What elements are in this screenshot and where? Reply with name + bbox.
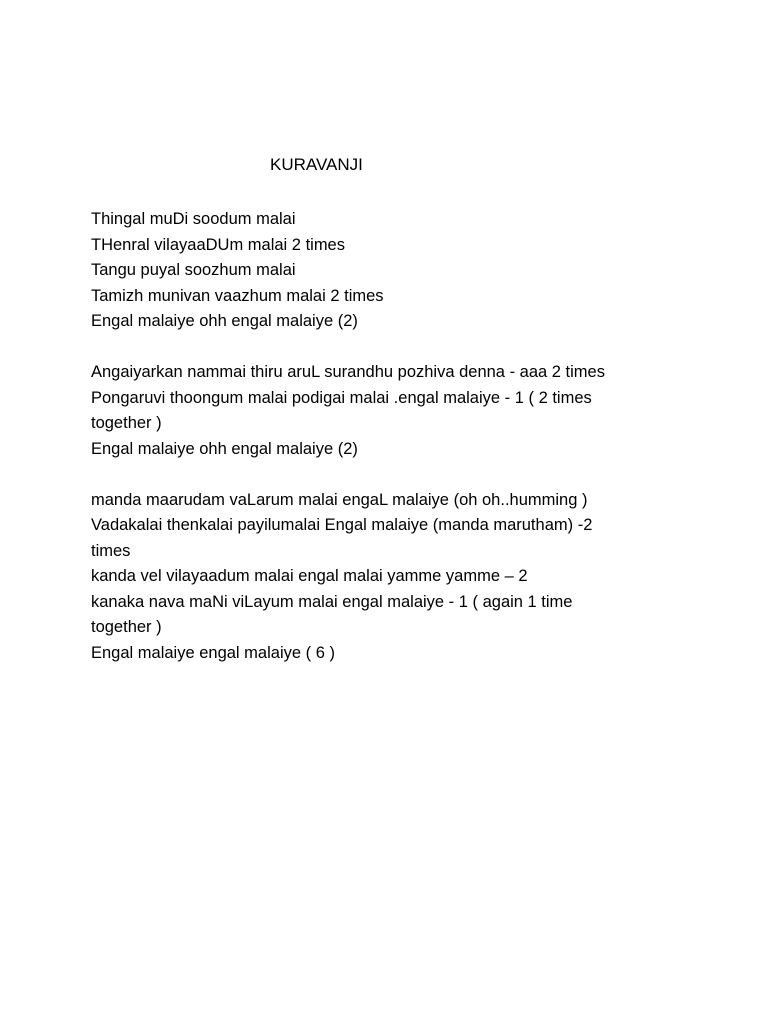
stanza-2 [91, 360, 691, 462]
lyric-line: Vadakalai thenkalai payilumalai Engal malaiye (manda marutham) -2 [91, 516, 593, 534]
lyric-line: Pongaruvi thoongum malai podigai malai .engal malaiye - 1 ( 2 times [91, 388, 592, 407]
lyric-line: Engal malaiye ohh engal malaiye (2) [91, 439, 358, 458]
lyric-line: THenral vilayaaDUm malai 2 times [91, 235, 345, 254]
page-title: KURAVANJI [270, 155, 363, 174]
lyric-line: kanaka nava maNi viLayum malai engal malaiye - 1 ( again 1 time [91, 592, 573, 611]
lyric-line: Tangu puyal soozhum malai [91, 261, 296, 279]
lyric-line: Engal malaiye engal malaiye ( 6 ) [91, 643, 335, 662]
lyric-line: Angaiyarkan nammai thiru aruL surandhu pozhiva denna - aaa 2 times [91, 363, 605, 381]
lyrics-body [91, 207, 691, 692]
lyric-line: together ) [91, 414, 162, 432]
lyric-line: times [91, 541, 131, 560]
lyric-line: Engal malaiye ohh engal malaiye (2) [91, 312, 358, 330]
lyric-line: Tamizh munivan vaazhum malai 2 times [91, 286, 384, 305]
lyric-line: kanda vel vilayaadum malai engal malai yamme yamme – 2 [91, 567, 528, 585]
lyric-line: manda maarudam vaLarum malai engaL malaiye (oh oh..humming ) [91, 490, 588, 509]
lyric-line: together ) [91, 618, 162, 636]
stanza-1 [91, 207, 691, 335]
lyric-line: Thingal muDi soodum malai [91, 210, 296, 228]
stanza-3 [91, 488, 691, 667]
